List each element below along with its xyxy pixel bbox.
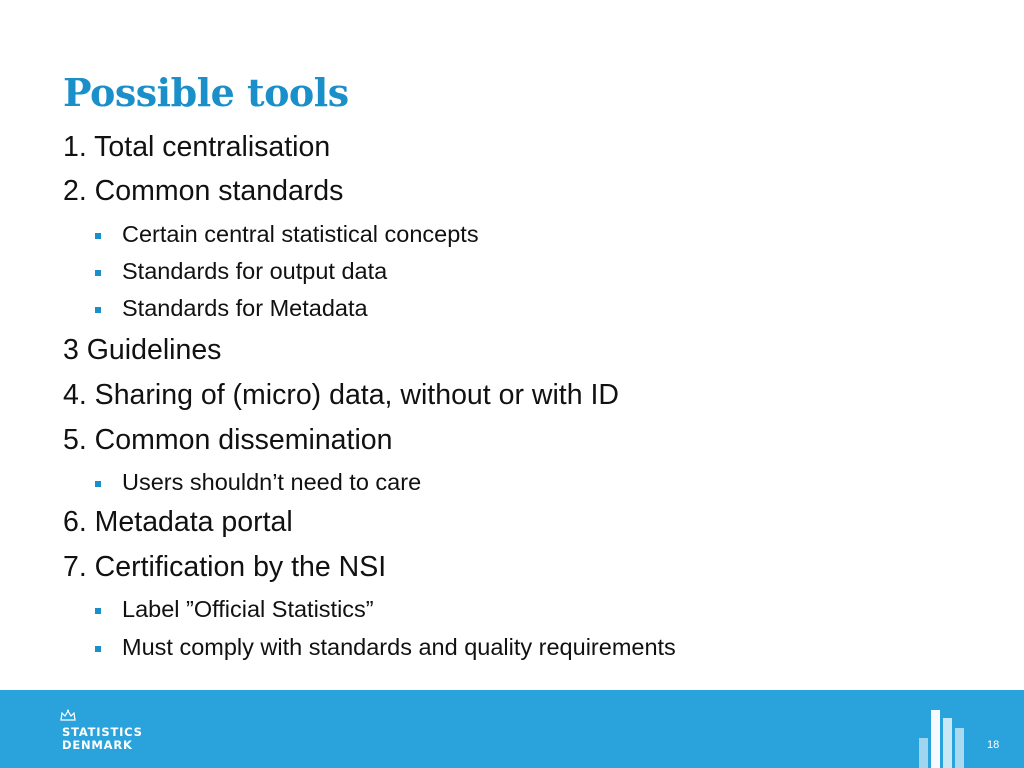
square-bullet-icon xyxy=(95,608,101,614)
list-item-level1: 1. Total centralisation xyxy=(63,131,331,163)
logo-text-statistics: STATISTICS xyxy=(62,725,143,739)
list-item-level2: Must comply with standards and quality requirements xyxy=(122,634,676,660)
page-number: 18 xyxy=(987,739,1000,751)
list-item-level2: Standards for Metadata xyxy=(122,295,368,321)
list-item-level1: 6. Metadata portal xyxy=(63,506,293,538)
square-bullet-icon xyxy=(95,233,101,239)
square-bullet-icon xyxy=(95,307,101,313)
list-item-level2: Standards for output data xyxy=(122,258,388,284)
footer-bar xyxy=(0,690,1024,768)
square-bullet-icon xyxy=(95,270,101,276)
slide-title: Possible tools xyxy=(63,70,349,115)
list-item-level2: Certain central statistical concepts xyxy=(122,221,479,247)
list-item-level1: 4. Sharing of (micro) data, without or with ID xyxy=(63,379,619,411)
list-item-level2: Users shouldn’t need to care xyxy=(122,469,422,495)
crown-icon xyxy=(60,709,76,721)
square-bullet-icon xyxy=(95,646,101,652)
square-bullet-icon xyxy=(95,481,101,487)
list-item-level1: 2. Common standards xyxy=(63,175,344,207)
list-item-level1: 3 Guidelines xyxy=(63,334,222,366)
list-item-level2: Label ”Official Statistics” xyxy=(122,596,374,622)
list-item-level1: 5. Common dissemination xyxy=(63,424,393,456)
logo-text-denmark: DENMARK xyxy=(62,738,133,752)
bar-chart-logo-icon xyxy=(918,690,968,768)
list-item-level1: 7. Certification by the NSI xyxy=(63,551,387,583)
